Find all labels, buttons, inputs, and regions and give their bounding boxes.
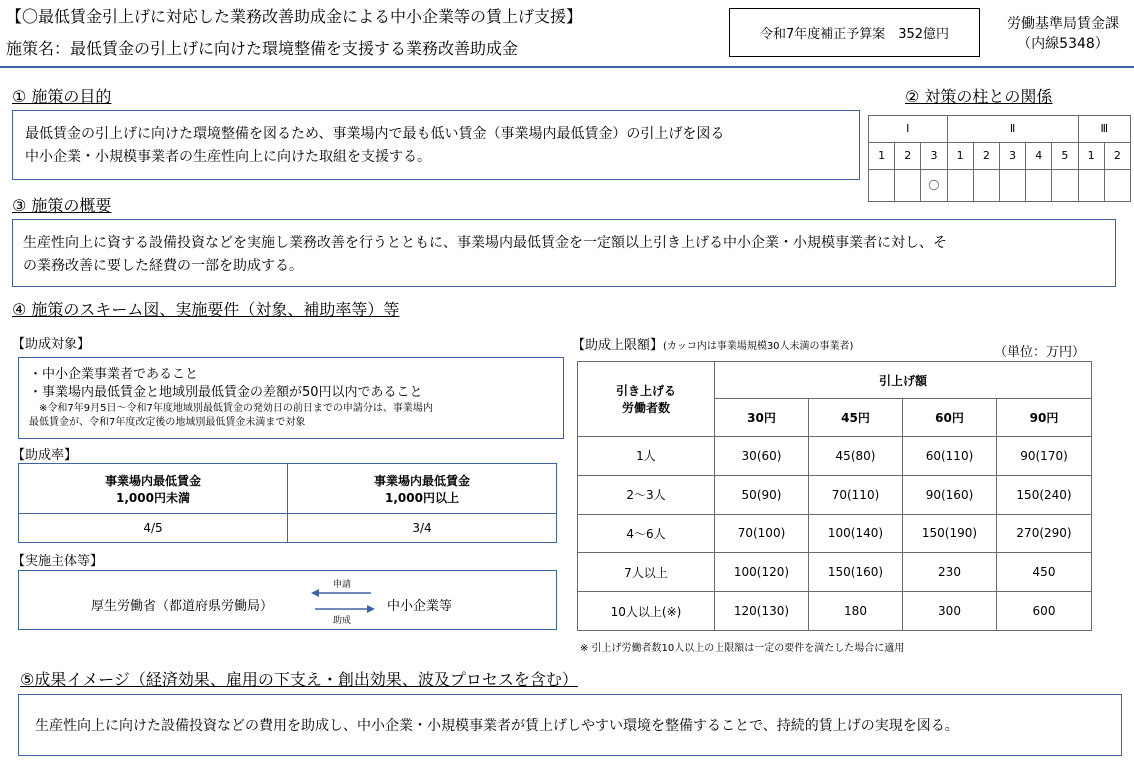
pillar-group-1: Ⅰ [869, 116, 948, 143]
measure-name: 施策名：最低賃金の引上げに向けた環境整備を支援する業務改善助成金 [6, 39, 519, 58]
limit-col-header: 90円 [997, 399, 1092, 437]
limit-col-header: 45円 [809, 399, 903, 437]
section-outcome-heading: ⑤成果イメージ（経済効果、雇用の下支え・創出効果、波及プロセスを含む） [20, 670, 578, 689]
rate-value-under: 4/5 [19, 514, 288, 543]
limit-label-line [572, 334, 853, 353]
limit-sub: (カッコ内は事業場規模30人未満の事業者) [663, 341, 854, 352]
unit-label: （単位：万円） [994, 345, 1086, 360]
pillar-mark-row [869, 169, 1131, 202]
limit-cell: 100(140) [809, 514, 903, 553]
limit-row-header-line1: 引き上げる [615, 384, 676, 398]
pillar-table [868, 115, 1131, 202]
pillar-mark [1026, 169, 1052, 202]
pillar-number: 3 [999, 142, 1025, 169]
target-note-1: ※令和7年9月5日～令和7年度地域別最低賃金の発効日の前日までの申請分は、事業場内 [39, 403, 433, 414]
impl-ministry: 厚生労働省（都道府県労働局） [91, 599, 274, 614]
outcome-box [18, 694, 1122, 756]
doc-title: 【〇最低賃金引上げに対応した業務改善助成金による中小企業等の賃上げ支援】 [6, 7, 583, 26]
rate-value-row [19, 514, 557, 543]
department [992, 14, 1134, 54]
rate-header-under-line1: 事業場内最低賃金 [104, 473, 201, 488]
limit-cell: 50(90) [715, 475, 809, 514]
limit-label: 【助成上限額】 [572, 338, 664, 353]
rate-header-over-line1: 事業場内最低賃金 [373, 473, 470, 488]
purpose-line-2: 中小企業・小規模事業者の生産性向上に向けた取組を支援する。 [25, 149, 431, 165]
impl-smes: 中小企業等 [387, 599, 453, 614]
impl-arrow-top-label: 申請 [333, 580, 352, 590]
limit-cell: 300 [903, 592, 997, 631]
limit-row-label: 10人以上(※) [578, 592, 715, 631]
pillar-mark [1104, 169, 1130, 202]
budget-box [729, 8, 980, 57]
rate-header-over [288, 464, 557, 514]
limit-cell: 70(110) [809, 475, 903, 514]
section-purpose-heading: ① 施策の目的 [12, 87, 112, 106]
pillar-number: 1 [947, 142, 973, 169]
target-note-2: 最低賃金が、令和7年度改定後の地域別最低賃金未満まで対象 [29, 417, 306, 428]
arrow-apply-icon [311, 589, 371, 597]
limit-cell: 60(110) [903, 437, 997, 476]
arrow-grant-icon [315, 605, 375, 613]
limit-note: ※ 引上げ労働者数10人以上の上限額は一定の要件を満たした場合に適用 [580, 643, 905, 654]
limit-cell: 100(120) [715, 553, 809, 592]
pillar-mark [973, 169, 999, 202]
pillar-number: 3 [921, 142, 947, 169]
target-item-2: ・事業場内最低賃金と地域別最低賃金の差額が50円以内であること [29, 385, 423, 400]
limit-cell: 270(290) [997, 514, 1092, 553]
limit-header-row-1 [578, 362, 1092, 399]
pillar-number: 2 [1104, 142, 1130, 169]
limit-row-label: 7人以上 [578, 553, 715, 592]
limit-col-group: 引上げ額 [715, 362, 1092, 399]
target-box [18, 357, 564, 439]
pillar-mark [1052, 169, 1078, 202]
outcome-text: 生産性向上に向けた設備投資などの費用を助成し、中小企業・小規模事業者が賃上げしやすい環境を整備することで、持続的賃上げの実現を図る。 [35, 718, 959, 734]
impl-label: 【実施主体等】 [12, 554, 104, 569]
limit-table [577, 361, 1092, 631]
pillar-number: 1 [1078, 142, 1104, 169]
table-row [578, 475, 1092, 514]
overview-line-1: 生産性向上に資する設備投資などを実施し業務改善を行うとともに、事業場内最低賃金を一定額以上引き上げる中小企業・小規模事業者に対し、そ [23, 235, 947, 251]
limit-row-label: 1人 [578, 437, 715, 476]
pillar-group-3: Ⅲ [1078, 116, 1131, 143]
overview-box [12, 219, 1116, 287]
limit-col-header: 30円 [715, 399, 809, 437]
table-row [578, 437, 1092, 476]
pillar-mark [1078, 169, 1104, 202]
section-overview-heading: ③ 施策の概要 [12, 196, 112, 215]
limit-col-header: 60円 [903, 399, 997, 437]
target-item-1: ・中小企業事業者であること [29, 367, 199, 382]
table-row [578, 514, 1092, 553]
limit-cell: 180 [809, 592, 903, 631]
rate-header-under [19, 464, 288, 514]
rate-value-over: 3/4 [288, 514, 557, 543]
limit-cell: 30(60) [715, 437, 809, 476]
rate-header-over-line2: 1,000円以上 [385, 490, 459, 505]
pillar-mark [947, 169, 973, 202]
pillar-group-row [869, 116, 1131, 143]
limit-cell: 120(130) [715, 592, 809, 631]
budget-text: 令和7年度補正予算案 352億円 [759, 27, 950, 42]
pillar-number: 1 [869, 142, 895, 169]
header-divider [0, 66, 1134, 68]
impl-arrow-bottom-label: 助成 [333, 616, 352, 626]
section-pillar-heading: ② 対策の柱との関係 [905, 87, 1053, 106]
limit-cell: 45(80) [809, 437, 903, 476]
limit-cell: 90(160) [903, 475, 997, 514]
limit-cell: 90(170) [997, 437, 1092, 476]
limit-row-header [578, 362, 715, 437]
pillar-number: 5 [1052, 142, 1078, 169]
table-row [578, 553, 1092, 592]
pillar-group-2: Ⅱ [947, 116, 1078, 143]
impl-arrows [311, 587, 375, 615]
purpose-box [12, 110, 860, 180]
pillar-mark [895, 169, 921, 202]
section-scheme-heading: ④ 施策のスキーム図、実施要件（対象、補助率等）等 [12, 300, 400, 319]
limit-cell: 150(160) [809, 553, 903, 592]
limit-cell: 150(190) [903, 514, 997, 553]
pillar-number: 2 [895, 142, 921, 169]
pillar-number-row [869, 142, 1131, 169]
table-row [578, 592, 1092, 631]
target-label: 【助成対象】 [12, 337, 91, 352]
limit-cell: 230 [903, 553, 997, 592]
limit-cell: 70(100) [715, 514, 809, 553]
limit-cell: 450 [997, 553, 1092, 592]
impl-box [18, 570, 557, 630]
rate-header-row [19, 464, 557, 514]
limit-cell: 150(240) [997, 475, 1092, 514]
rate-table [18, 463, 557, 543]
pillar-number: 2 [973, 142, 999, 169]
pillar-mark [869, 169, 895, 202]
pillar-mark [999, 169, 1025, 202]
limit-row-label: 2～3人 [578, 475, 715, 514]
limit-row-header-line2: 労働者数 [621, 401, 670, 415]
limit-cell: 600 [997, 592, 1092, 631]
rate-header-under-line2: 1,000円未満 [116, 490, 190, 505]
pillar-mark: 〇 [921, 169, 947, 202]
overview-line-2: の業務改善に要した経費の一部を助成する。 [23, 258, 303, 274]
extension: （内線5348） [1017, 36, 1109, 52]
pillar-number: 4 [1026, 142, 1052, 169]
department-name: 労働基準局賃金課 [1007, 16, 1119, 32]
purpose-line-1: 最低賃金の引上げに向けた環境整備を図るため、事業場内で最も低い賃金（事業場内最低賃金）の引上げを図る [25, 126, 725, 142]
rate-label: 【助成率】 [12, 448, 78, 463]
limit-row-label: 4～6人 [578, 514, 715, 553]
